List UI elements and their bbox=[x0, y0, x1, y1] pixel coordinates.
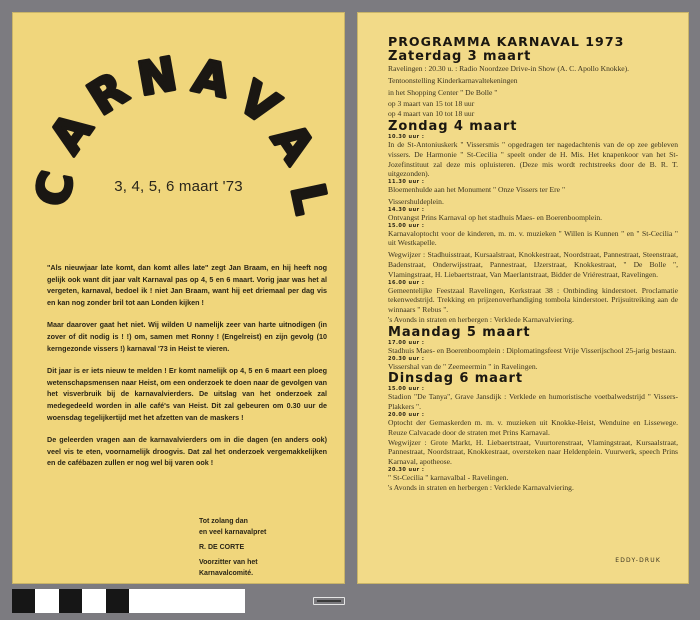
event-text: Ontvangst Prins Karnaval op het stadhuis Maes- en Boerenboomplein. bbox=[388, 212, 603, 222]
event-time: 14.30 uur : bbox=[388, 206, 425, 213]
title-letter: R bbox=[78, 61, 137, 126]
program-page bbox=[357, 12, 689, 584]
title-letter: N bbox=[133, 46, 181, 107]
color-swatch bbox=[12, 589, 35, 613]
event-text: Stadhuis Maes- en Boerenboomplein : Diplomatingsfeest Vrije Visserijschool 25-jarig bestaan. bbox=[388, 345, 677, 355]
title-letter: A bbox=[38, 102, 104, 163]
letter-paragraph: De geleerden vragen aan de karnavalvierders om in die dagen (en anders ook) veel vis te eten, voornamelijk droogvis. Dat zal het onderzoek vergemakkelijken en de cafébazen zullen er nog wel bij varen ook ! bbox=[47, 435, 327, 468]
day-heading: Zaterdag 3 maart bbox=[388, 49, 532, 64]
letter-paragraph: Maar daarover gaat het niet. Wij wilden U namelijk zeer van harte uitnodigen (in zover of dit nodig is ! !) om, samen met Ronny ! (Engelreist) en zijn gevolg (10 kerngezonde vissers !) karnaval '73 in Heist te vieren. bbox=[47, 320, 327, 353]
title-letter: A bbox=[188, 48, 235, 109]
color-calibration-bar bbox=[12, 589, 245, 613]
event-text: op 4 maart van 10 tot 18 uur bbox=[388, 109, 475, 119]
title-letter: L bbox=[280, 178, 340, 219]
closing-line: en veel karnavalpret bbox=[199, 529, 267, 536]
event-time: 20.30 uur : bbox=[388, 355, 425, 362]
event-time: 20.30 uur : bbox=[388, 466, 425, 473]
event-time: 16.00 uur : bbox=[388, 279, 425, 286]
title-letter: C bbox=[24, 166, 85, 211]
color-swatch bbox=[59, 589, 82, 613]
letter-paragraph: "Als nieuwjaar late komt, dan komt alles late" zegt Jan Braam, en hij heeft nog gelijk ook want dit jaar valt Karnaval pas op 4, 5 en 6 maart. Vorig jaar was het al vergeten, karnaval, bedoel ik ! niet Jan Braam, want hij eet driemaal per dag vis en kan nog zonder bril tot aan Londen kijken ! bbox=[47, 263, 327, 307]
carnival-dates: 3, 4, 5, 6 maart '73 bbox=[114, 178, 243, 195]
carnaval-arc-title bbox=[12, 12, 345, 242]
event-text: in het Shopping Center " De Bolle " bbox=[388, 87, 498, 97]
event-text: op 3 maart van 15 tot 18 uur bbox=[388, 99, 475, 109]
event-text: Vissershuldeplein. bbox=[388, 196, 444, 206]
color-swatch bbox=[129, 589, 245, 613]
color-swatch bbox=[82, 589, 106, 613]
event-text: Stadion "De Tanya", Grave Jansdijk : Verklede en humoristische voetbalwedstrijd " Vissers-Plakkers ". bbox=[388, 392, 678, 412]
color-swatch bbox=[35, 589, 59, 613]
event-text: " St-Cecilia " karnavalbal - Ravelingen. bbox=[388, 472, 509, 482]
event-text: 's Avonds in straten en herbergen : Verklede Karnavalviering. bbox=[388, 482, 574, 492]
event-text: Optocht der Gemaskerden m. m. v. muzieken uit Knokke-Heist, Wenduine en Lissewege. Reuze Calvacade door de straten met Prins Karnaval. bbox=[388, 417, 678, 437]
color-swatch bbox=[106, 589, 129, 613]
event-text: Bloemenhulde aan het Monument " Onze Vissers ter Ere " bbox=[388, 185, 566, 195]
event-time: 10.30 uur : bbox=[388, 133, 425, 140]
event-text: Ravelingen : 20.30 u. : Radio Noordzee Drive-in Show (A. C. Apollo Knokke). bbox=[388, 64, 630, 73]
scale-marker bbox=[313, 597, 345, 605]
event-text: Karnavaloptocht voor de kinderen, m. m. v. muzieken " Willen is Kunnen " en " St-Cecilia " uit Westkapelle. bbox=[388, 228, 678, 248]
letter-paragraph: Dit jaar is er iets nieuw te melden ! Er komt namelijk op 4, 5 en 6 maart een ploeg wetenschapsmensen naar Heist, om een onderzoek te doen naar de gevolgen van het visverbruik bij de karnavalvierders. De uitslag van het onderzoek zal medegedeeld worden in alle café's van Heist. Dit zal gebeuren om 0.30 uur de woensdag tegelijkertijd met het afzetten van de maskers ! bbox=[47, 366, 327, 422]
signature-role: Karnavalcomité. bbox=[199, 570, 254, 577]
event-route: Wegwijzer : Stadhuisstraat, Kursaalstraat, Knokkestraat, Noordstraat, Pannestraat, Steenstraat, Badenstraat, Onderwijsstraat, Pannestraat, IJzerstraat, Knokkestraat, " De Bolle ", Vlamingstraat, H. Liebaertstraat, Van Maerlantstraat, Bidder de Vriérestraat, Ravelingen. bbox=[388, 250, 678, 279]
closing-line: Tot zolang dan bbox=[199, 518, 248, 525]
event-time: 15.00 uur : bbox=[388, 386, 425, 393]
program-content bbox=[388, 34, 678, 493]
event-route: Wegwijzer : Grote Markt, H. Liebaertstraat, Vuurtorenstraat, Vlamingstraat, Kursaalstraat, Pannestraat, Noordstraat, Knokkestraat, oversteken naar Heldenplein. Vuurwerk, speech Prins Karnaval, apotheose. bbox=[388, 437, 678, 467]
carnival-letter-page bbox=[12, 12, 345, 584]
letter-closing bbox=[199, 516, 339, 579]
program-heading: PROGRAMMA KARNAVAL 1973 bbox=[388, 34, 625, 49]
event-text: In de St-Antoniuskerk " Vissersmis " opgedragen ter nagedachtenis van de op zee gebleven vissers. De Harmonie " St-Cecilia " speelt onder de H. Mis. Het knapenkoor van het St-Jozefinstituut zal deze mis opluisteren. (Deze mis wordt rechtstreeks door de B. R. T. uitgezonden). bbox=[388, 139, 678, 179]
day-heading: Zondag 4 maart bbox=[388, 118, 518, 134]
event-text: 's Avonds in straten en herbergen : Verklede Karnavalviering. bbox=[388, 314, 574, 324]
event-text: Gemeentelijke Feestzaal Ravelingen, Kerkstraat 38 : Ontbinding kinderstoet. Proclamatie tekenwedstrijd. Trekking en prijzenoverhandiging tombola kinderstoet. Prijsuitreiking aan de winnaars " Rebus ". bbox=[388, 285, 678, 315]
event-time: 15.00 uur : bbox=[388, 222, 425, 229]
event-text: Tentoonstelling Kinderkarnavaltekeningen bbox=[388, 75, 518, 85]
carnaval-title-graphic bbox=[12, 12, 345, 242]
day-heading: Dinsdag 6 maart bbox=[388, 371, 523, 387]
day-heading: Maandag 5 maart bbox=[388, 324, 531, 340]
title-letter: A bbox=[260, 113, 326, 173]
signature-role: Voorzitter van het bbox=[199, 559, 258, 566]
event-time: 20.00 uur : bbox=[388, 411, 425, 418]
letter-body bbox=[47, 262, 327, 480]
signature-name: R. DE CORTE bbox=[199, 544, 245, 551]
event-text: Vissershal van de " Zeemeermin " in Ravelingen. bbox=[388, 361, 538, 371]
title-letter: V bbox=[229, 70, 289, 136]
event-time: 11.30 uur : bbox=[388, 179, 425, 186]
printer-credit: EDDY-DRUK bbox=[615, 557, 661, 564]
event-time: 17.00 uur : bbox=[388, 339, 425, 346]
